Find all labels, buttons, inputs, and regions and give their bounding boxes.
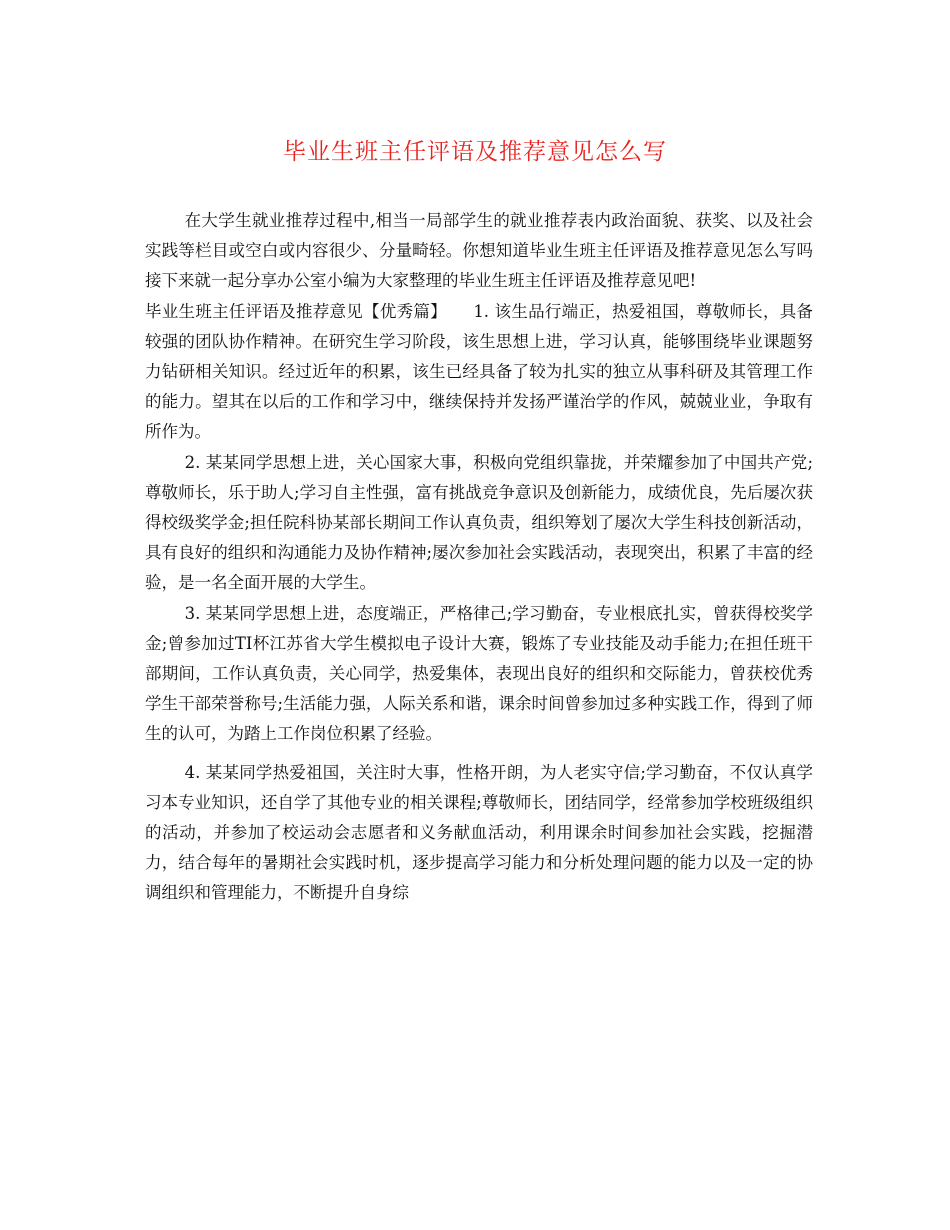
section-paragraph (145, 297, 813, 448)
item-3: 3. 某某同学思想上进，态度端正，严格律己;学习勤奋，专业根底扎实，曾获得校奖学金;曾参加过TI杯江苏省大学生模拟电子设计大赛，锻炼了专业技能及动手能力;在担任班干部期间，工作认真负责，关心同学，热爱集体，表现出良好的组织和交际能力，曾获校优秀学生干部荣誉称号;生活能力强，人际关系和谐，课余时间曾参加过多种实践工作，得到了师生的认可，为踏上工作岗位积累了经验。 (145, 603, 813, 744)
document-title: 毕业生班主任评语及推荐意见怎么写 (283, 139, 667, 165)
item-4: 4. 某某同学热爱祖国，关注时大事，性格开朗，为人老实守信;学习勤奋，不仅认真学习本专业知识，还自学了其他专业的相关课程;尊敬师长，团结同学，经常参加学校班级组织的活动，并参加了校运动会志愿者和义务献血活动，利用课余时间参加社会实践，挖掘潜力，结合每年的暑期社会实践时机，逐步提高学习能力和分析处理问题的能力以及一定的协调组织和管理能力，不断提升自身综 (145, 762, 813, 903)
item-1: 1. 该生品行端正，热爱祖国，尊敬师长，具备较强的团队协作精神。在研究生学习阶段，该生思想上进，学习认真，能够围绕毕业课题努力钻研相关知识。经过近年的积累，该生已经具备了较为扎实的独立从事科研及其管理工作的能力。望其在以后的工作和学习中，继续保持并发扬严谨治学的作风，兢兢业业，争取有所作为。 (145, 301, 813, 442)
section-heading: 毕业生班主任评语及推荐意见【优秀篇】 (145, 301, 447, 321)
intro-paragraph: 在大学生就业推荐过程中,相当一局部学生的就业推荐表内政治面貌、获奖、以及社会实践等栏目或空白或内容很少、分量畸轻。你想知道毕业生班主任评语及推荐意见怎么写吗接下来就一起分享办公室小编为大家整理的毕业生班主任评语及推荐意见吧! (145, 211, 813, 291)
document-body (145, 206, 813, 909)
item-2: 2. 某某同学思想上进，关心国家大事，积极向党组织靠拢，并荣耀参加了中国共产党;尊敬师长，乐于助人;学习自主性强，富有挑战竞争意识及创新能力，成绩优良，先后屡次获得校级奖学金;担任院科协某部长期间工作认真负责，组织筹划了屡次大学生科技创新活动，具有良好的组织和沟通能力及协作精神;屡次参加社会实践活动，表现突出，积累了丰富的经验，是一名全面开展的大学生。 (145, 452, 813, 593)
